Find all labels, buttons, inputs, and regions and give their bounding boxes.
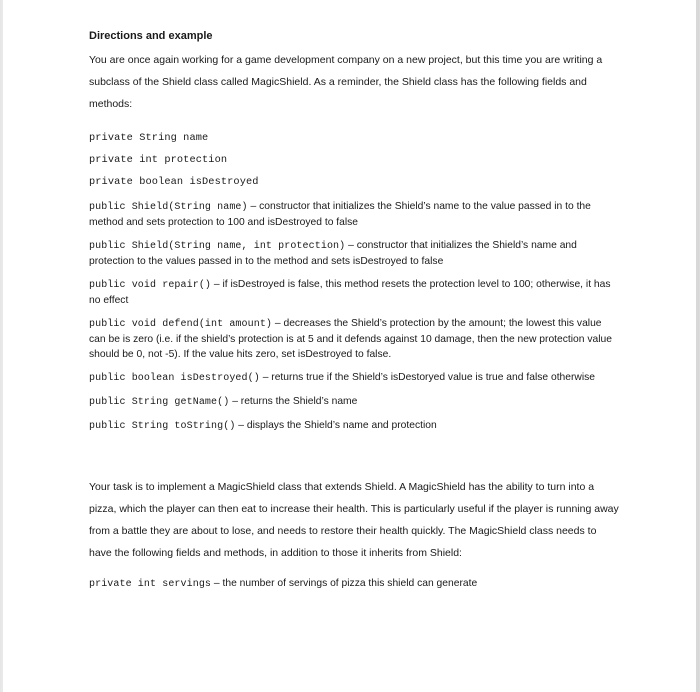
magic-field-signature: private int servings (89, 579, 212, 590)
method-description: – constructor that initializes the Shield’s name to the value passed in to the method and sets protection to 100 and isDestroyed to false (89, 201, 591, 228)
method-signature: public void defend(int amount) (89, 319, 273, 330)
method-description: – decreases the Shield’s protection by the amount; the lowest this value can be is zero (i.e. if the shield’s protection is at 5 and it defends against 10 damage, then the new protection value should be 0, not -5). If the value hits zero, set isDestroyed to false. (89, 318, 612, 360)
method-description: – displays the Shield’s name and protection (235, 420, 437, 431)
method-signature: public String toString() (89, 421, 236, 432)
method-item (89, 370, 619, 386)
magic-field-description: – the number of servings of pizza this shield can generate (211, 578, 478, 589)
method-signature: public Shield(String name, int protection) (89, 241, 346, 252)
field-item: private String name (89, 132, 209, 144)
method-signature: public Shield(String name) (89, 202, 248, 213)
method-signature: public boolean isDestroyed() (89, 373, 260, 384)
method-description: – if isDestroyed is false, this method resets the protection level to 100; otherwise, it has no effect (89, 279, 611, 306)
method-signature: public String getName() (89, 397, 230, 408)
page-right-edge (696, 0, 699, 692)
method-item (89, 316, 619, 362)
method-description: – constructor that initializes the Shield’s name and protection to the values passed in to the method and sets isDestroyed to false (89, 240, 577, 267)
section-spacer (89, 442, 619, 476)
page-left-edge (1, 0, 3, 692)
field-item: private boolean isDestroyed (89, 176, 259, 188)
method-item (89, 277, 619, 308)
magic-field-item (89, 576, 619, 593)
section-heading: Directions and example (89, 30, 213, 42)
method-item (89, 199, 619, 230)
task-paragraph: Your task is to implement a MagicShield class that extends Shield. A MagicShield has the ability to turn into a pizza, which the player can then eat to increase their health. This is particularly useful if the player is running away from a battle they are about to lose, and needs to restore their health quickly. The MagicShield class needs to have the following fields and methods, in addition to those it inherits from Shield: (89, 481, 619, 559)
method-item (89, 418, 619, 434)
intro-paragraph: You are once again working for a game development company on a new project, but this time you are writing a subclass of the Shield class called MagicShield. As a reminder, the Shield class has the following fields and methods: (89, 54, 603, 110)
method-signature: public void repair() (89, 280, 212, 291)
field-list (89, 127, 619, 193)
method-list (89, 199, 619, 434)
document-content (89, 29, 619, 593)
method-description: – returns the Shield’s name (229, 396, 358, 407)
method-item (89, 238, 619, 269)
method-item (89, 394, 619, 410)
field-item: private int protection (89, 154, 228, 166)
method-description: – returns true if the Shield’s isDestoryed value is true and false otherwise (259, 372, 596, 383)
